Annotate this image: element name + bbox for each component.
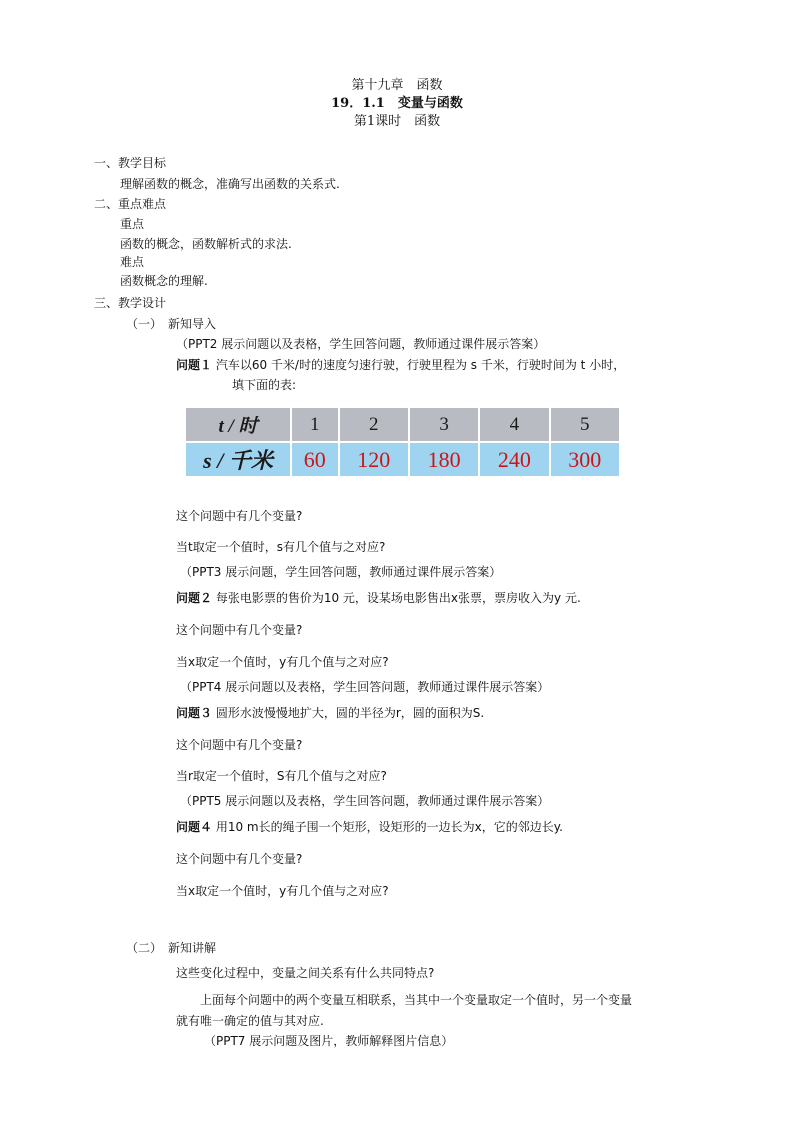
question-1-text: 汽车以60 千米/时的速度匀速行驶，行驶里程为 s 千米，行驶时间为 t 小时， bbox=[215, 358, 626, 372]
ppt7-note: （PPT7 展示问题及图片，教师解释图片信息） bbox=[204, 1034, 454, 1048]
question-1-continuation: 填下面的表: bbox=[232, 378, 297, 392]
table-cell: 4 bbox=[480, 408, 548, 441]
table-cell: 5 bbox=[551, 408, 619, 441]
q3-correspond-question: 当r取定一个值时，S有几个值与之对应? bbox=[176, 769, 387, 783]
q1-correspond-question: 当t取定一个值时，s有几个值与之对应? bbox=[176, 540, 386, 554]
table-cell: 180 bbox=[410, 443, 478, 476]
part1-heading: （一） 新知导入 bbox=[126, 317, 217, 331]
question-3 bbox=[176, 705, 484, 721]
question-4-label: 问题４ bbox=[176, 820, 213, 834]
part2-paragraph-line2: 就有唯一确定的值与其对应. bbox=[176, 1014, 324, 1028]
objectives-text: 理解函数的概念，准确写出函数的关系式. bbox=[120, 177, 340, 191]
section-objectives-heading: 一、教学目标 bbox=[94, 156, 167, 170]
table-row bbox=[186, 443, 619, 476]
lesson-title: 第1课时 函数 bbox=[353, 114, 441, 129]
question-1 bbox=[176, 357, 625, 373]
q4-vars-question: 这个问题中有几个变量? bbox=[176, 852, 303, 866]
q1-vars-question: 这个问题中有几个变量? bbox=[176, 509, 303, 523]
question-3-label: 问题３ bbox=[176, 706, 213, 720]
table-cell: 1 bbox=[292, 408, 338, 441]
ppt2-note: （PPT2 展示问题以及表格，学生回答问题，教师通过课件展示答案） bbox=[176, 337, 546, 351]
q2-correspond-question: 当x取定一个值时，y有几个值与之对应? bbox=[176, 655, 389, 669]
part2-heading: （二） 新知讲解 bbox=[126, 941, 217, 955]
question-2-text: 每张电影票的售价为10 元，设某场电影售出x张票，票房收入为y 元. bbox=[215, 591, 581, 605]
table-row bbox=[186, 408, 619, 441]
table-cell: 60 bbox=[292, 443, 338, 476]
ppt5-note: （PPT5 展示问题以及表格，学生回答问题，教师通过课件展示答案） bbox=[180, 794, 550, 808]
part2-paragraph-line1: 上面每个问题中的两个变量互相联系，当其中一个变量取定一个值时，另一个变量 bbox=[200, 993, 633, 1007]
ppt3-note: （PPT3 展示问题，学生回答问题，教师通过课件展示答案） bbox=[180, 565, 502, 579]
q3-vars-question: 这个问题中有几个变量? bbox=[176, 738, 303, 752]
table-cell: 300 bbox=[551, 443, 619, 476]
ppt4-note: （PPT4 展示问题以及表格，学生回答问题，教师通过课件展示答案） bbox=[180, 680, 550, 694]
speed-distance-table bbox=[184, 406, 621, 478]
key-label: 重点 bbox=[120, 217, 145, 231]
difficulty-text: 函数概念的理解. bbox=[120, 274, 208, 288]
table-cell: 240 bbox=[480, 443, 548, 476]
q2-vars-question: 这个问题中有几个变量? bbox=[176, 623, 303, 637]
chapter-title: 第十九章 函数 bbox=[351, 78, 443, 93]
key-text: 函数的概念，函数解析式的求法. bbox=[120, 237, 292, 251]
part2-question: 这些变化过程中，变量之间关系有什么共同特点? bbox=[176, 966, 435, 980]
table-cell: 2 bbox=[340, 408, 408, 441]
table-row-header-time: t / 时 bbox=[186, 408, 290, 441]
section-design-heading: 三、教学设计 bbox=[94, 296, 167, 310]
question-4 bbox=[176, 819, 563, 835]
difficulty-label: 难点 bbox=[120, 255, 145, 269]
table-cell: 120 bbox=[340, 443, 408, 476]
section-title: 19．1.1 变量与函数 bbox=[331, 96, 463, 111]
question-2 bbox=[176, 590, 581, 606]
table-cell: 3 bbox=[410, 408, 478, 441]
question-4-text: 用10 m长的绳子围一个矩形，设矩形的一边长为x，它的邻边长y. bbox=[215, 820, 563, 834]
table-row-header-distance: s / 千米 bbox=[186, 443, 290, 476]
question-3-text: 圆形水波慢慢地扩大，圆的半径为r，圆的面积为S. bbox=[215, 706, 485, 720]
q4-correspond-question: 当x取定一个值时，y有几个值与之对应? bbox=[176, 884, 389, 898]
question-2-label: 问题２ bbox=[176, 591, 213, 605]
section-keypoints-heading: 二、重点难点 bbox=[94, 197, 167, 211]
question-1-label: 问题１ bbox=[176, 358, 213, 372]
